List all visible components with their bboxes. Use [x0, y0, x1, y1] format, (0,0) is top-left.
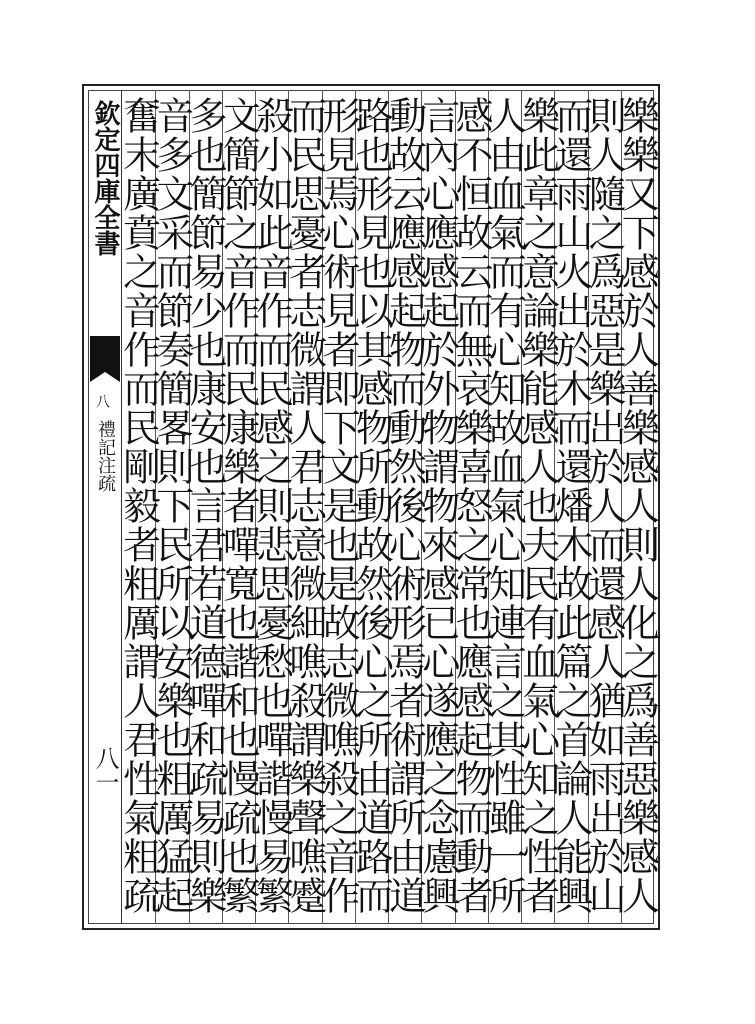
text-column: 則人隨之爲惡是樂出於人而還感人猶如雨出於山: [582, 96, 627, 915]
text-column: 而民思憂者志微謂人君志意微細噍殺謂樂聲噍蹙: [282, 96, 327, 915]
page-number: 八一: [91, 746, 119, 794]
text-column: 而還雨山火出於木而還燔木故此篇之首論人能興: [548, 96, 593, 915]
text-column: 樂樂又下感於人善樂感人則人化之爲善惡樂感人: [615, 96, 660, 915]
text-column: 樂此章之意論樂能感人也夫民有血氣心知之性者: [515, 96, 560, 915]
text-column: 言內心應感起於外物謂物來感已心遂應之念慮興: [415, 96, 460, 915]
text-column: 文簡節之音作而民康樂者嘽寬也諧和也慢疏也繁: [216, 96, 261, 915]
text-column: 路也形見也以其感物所動故然後心之所由道路而: [349, 96, 394, 915]
margin-mark: 八: [94, 394, 110, 408]
text-column: 奮末廣賁之音作而民剛毅者粗厲謂人君性氣粗疏: [116, 96, 161, 915]
text-column: 動故云應感起物而動然後心術形焉者術謂所由道: [382, 96, 427, 915]
fish-tail-ornament-icon: [90, 336, 120, 372]
text-column: 形見焉心術見者即下文是也是故志微噍殺之音作: [316, 96, 361, 915]
text-column: 多也簡節易少也康安也言君若道德嘽和疏易則樂: [183, 96, 228, 915]
book-title: 禮記注疏: [95, 420, 116, 492]
text-column: 音多文采而節奏簡畧則下民所以安樂也粗厲猛起: [149, 96, 194, 915]
text-column: 殺小如此音作而民感之則悲思憂愁也嘽諧慢易繁: [249, 96, 294, 915]
text-column: 人由血氣而有心知故血氣心知連言之其性雖一所: [482, 96, 527, 915]
collection-title: 欽定四庫全書: [90, 100, 120, 256]
text-column: 感不恒故云而無哀樂喜怒之常也應感起物而動者: [449, 96, 494, 915]
